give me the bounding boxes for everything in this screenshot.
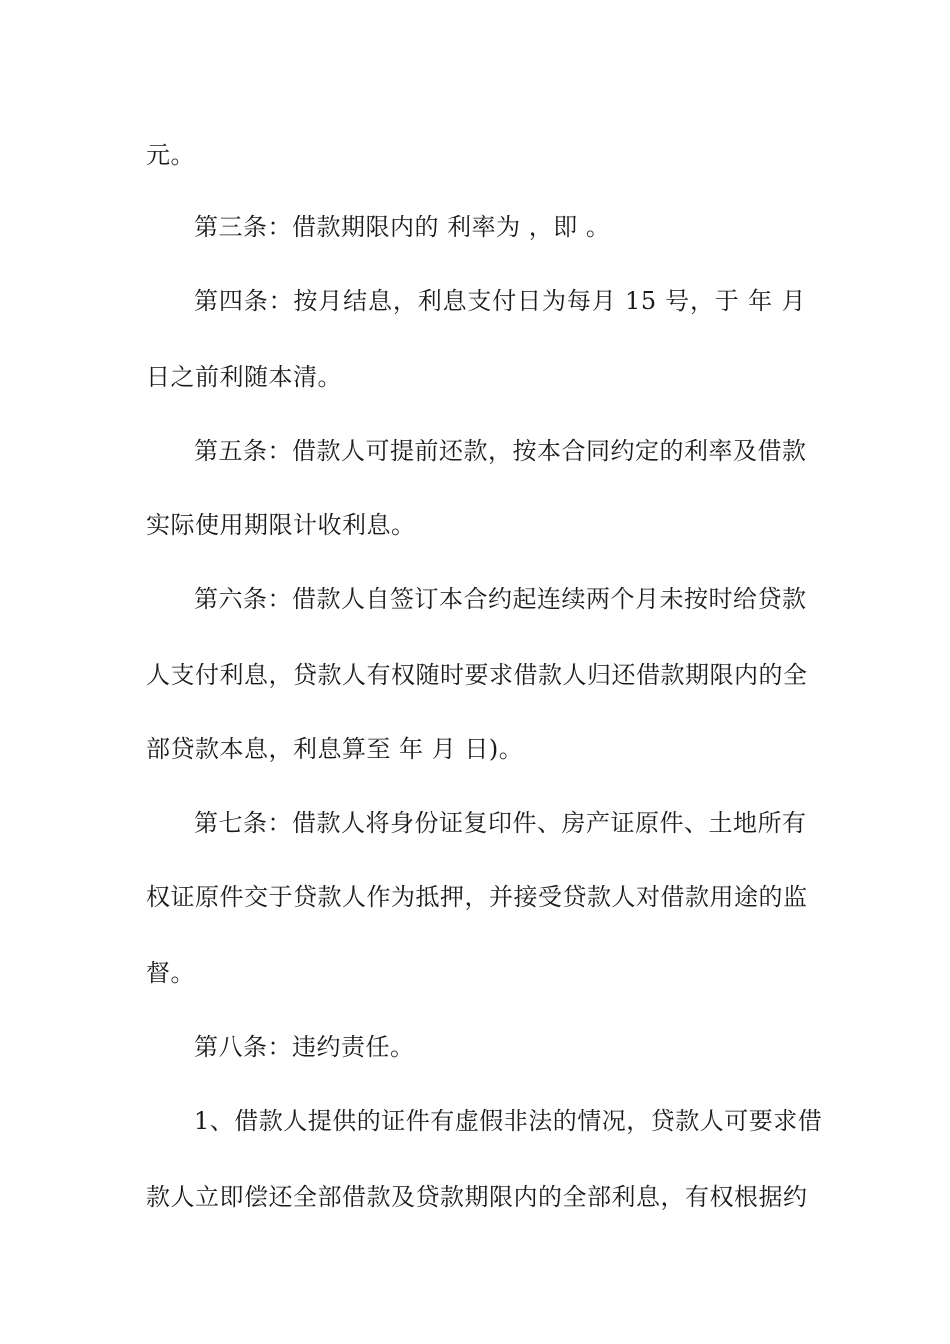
text-line-11: 权证原件交于贷款人作为抵押，并接受贷款人对借款用途的监 [146,883,808,911]
text-line-1: 元。 [146,141,195,169]
text-line-6: 实际使用期限计收利息。 [146,511,416,539]
text-line-3-article-4: 第四条：按月结息，利息支付日为每月 15 号，于 年 月 [194,287,806,315]
text-line-13-article-8: 第八条：违约责任。 [194,1033,415,1061]
text-line-4: 日之前利随本清。 [146,363,342,391]
text-line-15: 款人立即偿还全部借款及贷款期限内的全部利息，有权根据约 [146,1183,808,1211]
text-line-5-article-5: 第五条：借款人可提前还款，按本合同约定的利率及借款 [194,437,807,465]
text-line-7-article-6: 第六条：借款人自签订本合约起连续两个月未按时给贷款 [194,585,807,613]
text-line-2-article-3: 第三条：借款期限内的 利率为 ，即 。 [194,213,611,241]
text-line-8: 人支付利息，贷款人有权随时要求借款人归还借款期限内的全 [146,661,808,689]
text-line-9: 部贷款本息，利息算至 年 月 日)。 [146,735,524,763]
text-line-10-article-7: 第七条：借款人将身份证复印件、房产证原件、土地所有 [194,809,807,837]
text-line-12: 督。 [146,959,195,987]
text-line-14-clause-1: 1、借款人提供的证件有虚假非法的情况，贷款人可要求借 [194,1107,823,1135]
